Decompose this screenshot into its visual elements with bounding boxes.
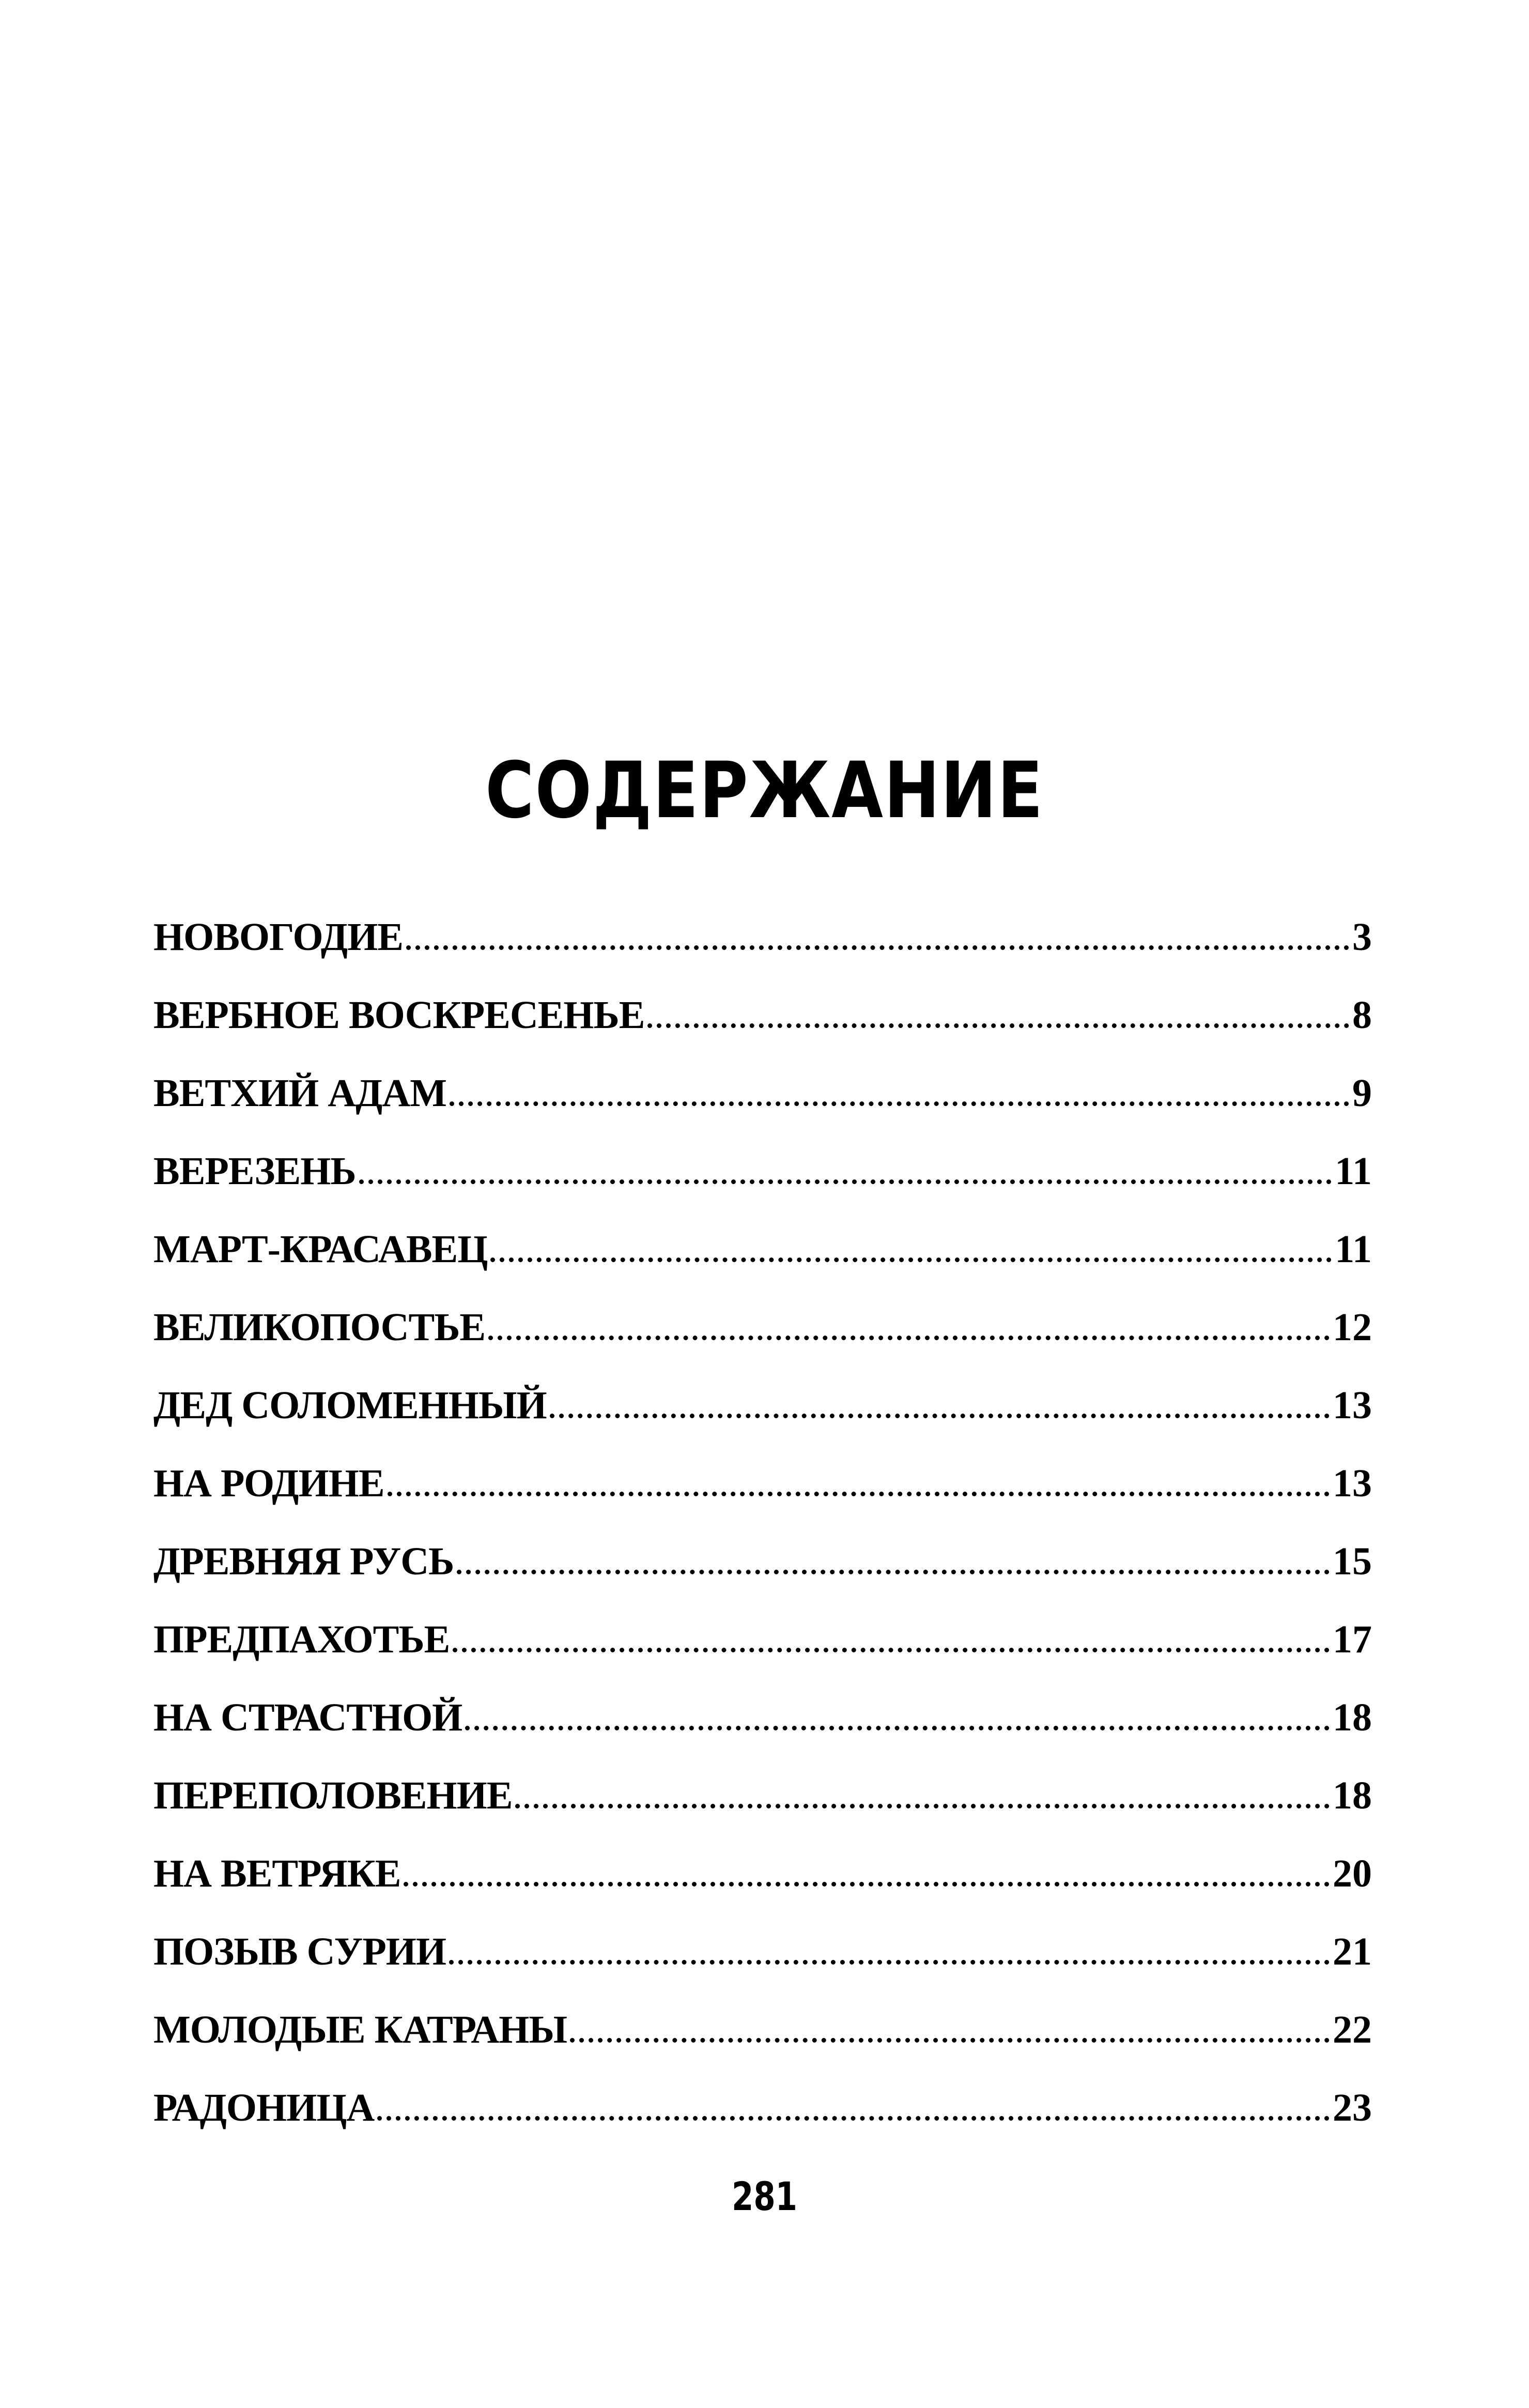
toc-entry-page: 12 [1333, 1306, 1372, 1349]
toc-entry-page: 13 [1333, 1384, 1372, 1427]
toc-entry [153, 1523, 1372, 1601]
toc-entry-title: НА РОДИНЕ [153, 1462, 384, 1505]
toc-entry [153, 1289, 1372, 1367]
toc-leader-dots [550, 1414, 1330, 1418]
toc-leader-dots [465, 1726, 1330, 1730]
toc-entry [153, 898, 1372, 976]
toc-entry-page: 22 [1333, 2008, 1372, 2051]
toc-entry [153, 1835, 1372, 1913]
toc-entry-page: 3 [1352, 915, 1372, 959]
toc-entry [153, 1054, 1372, 1132]
toc-entry-page: 8 [1352, 993, 1372, 1037]
page-number: 281 [732, 2173, 797, 2219]
toc-leader-dots [647, 1023, 1349, 1028]
toc-entry [153, 2069, 1372, 2147]
toc-entry [153, 1210, 1372, 1289]
toc-entry-page: 23 [1333, 2086, 1372, 2129]
toc-leader-dots [515, 1804, 1330, 1808]
toc-leader-dots [457, 1570, 1330, 1574]
toc-entry-page: 13 [1333, 1462, 1372, 1505]
toc-entry [153, 1601, 1372, 1679]
toc-entry [153, 1991, 1372, 2069]
toc-entry-page: 15 [1333, 1540, 1372, 1583]
toc-leader-dots [450, 1101, 1349, 1106]
toc-entry-page: 18 [1333, 1696, 1372, 1739]
toc-entry-page: 9 [1352, 1071, 1372, 1115]
toc-entry-title: ВЕРБНОЕ ВОСКРЕСЕНЬЕ [153, 993, 645, 1037]
toc-entry-page: 11 [1335, 1149, 1372, 1193]
toc-leader-dots [406, 945, 1349, 950]
table-of-contents [153, 898, 1372, 2147]
toc-entry-page: 11 [1335, 1228, 1372, 1271]
toc-entry-title: РАДОНИЦА [153, 2086, 375, 2129]
toc-leader-dots [359, 1179, 1332, 1184]
toc-entry-title: ПЕРЕПОЛОВЕНИЕ [153, 1774, 513, 1817]
toc-leader-dots [449, 1960, 1330, 1965]
toc-entry [153, 1132, 1372, 1210]
toc-entry-title: НА ВЕТРЯКЕ [153, 1852, 401, 1895]
toc-entry-title: ДЕД СОЛОМЕННЫЙ [153, 1384, 547, 1427]
toc-entry-page: 20 [1333, 1852, 1372, 1895]
toc-entry-title: ВЕРЕЗЕНЬ [153, 1149, 356, 1193]
toc-entry [153, 1757, 1372, 1835]
toc-leader-dots [490, 1257, 1332, 1262]
toc-entry [153, 976, 1372, 1054]
toc-entry-page: 17 [1333, 1618, 1372, 1661]
toc-entry [153, 1679, 1372, 1757]
toc-entry [153, 1913, 1372, 1991]
toc-entry-title: НОВОГОДИЕ [153, 915, 403, 959]
toc-entry-title: ДРЕВНЯЯ РУСЬ [153, 1540, 454, 1583]
toc-entry-title: ВЕТХИЙ АДАМ [153, 1071, 446, 1115]
toc-entry [153, 1367, 1372, 1445]
toc-entry-page: 21 [1333, 1930, 1372, 1973]
toc-entry-title: ПОЗЫВ СУРИИ [153, 1930, 446, 1973]
toc-entry-title: ВЕЛИКОПОСТЬЕ [153, 1306, 486, 1349]
toc-leader-dots [388, 1492, 1330, 1496]
toc-entry-title: НА СТРАСТНОЙ [153, 1696, 462, 1739]
toc-entry-title: ПРЕДПАХОТЬЕ [153, 1618, 450, 1661]
toc-leader-dots [453, 1648, 1330, 1652]
toc-entry-title: МОЛОДЫЕ КАТРАНЫ [153, 2008, 567, 2051]
toc-leader-dots [570, 2038, 1330, 2043]
toc-entry-title: МАРТ-КРАСАВЕЦ [153, 1228, 488, 1271]
toc-entry [153, 1445, 1372, 1523]
toc-leader-dots [377, 2116, 1330, 2121]
toc-leader-dots [488, 1336, 1330, 1340]
toc-leader-dots [404, 1882, 1330, 1886]
page-title: СОДЕРЖАНИЕ [485, 746, 1044, 836]
toc-entry-page: 18 [1333, 1774, 1372, 1817]
